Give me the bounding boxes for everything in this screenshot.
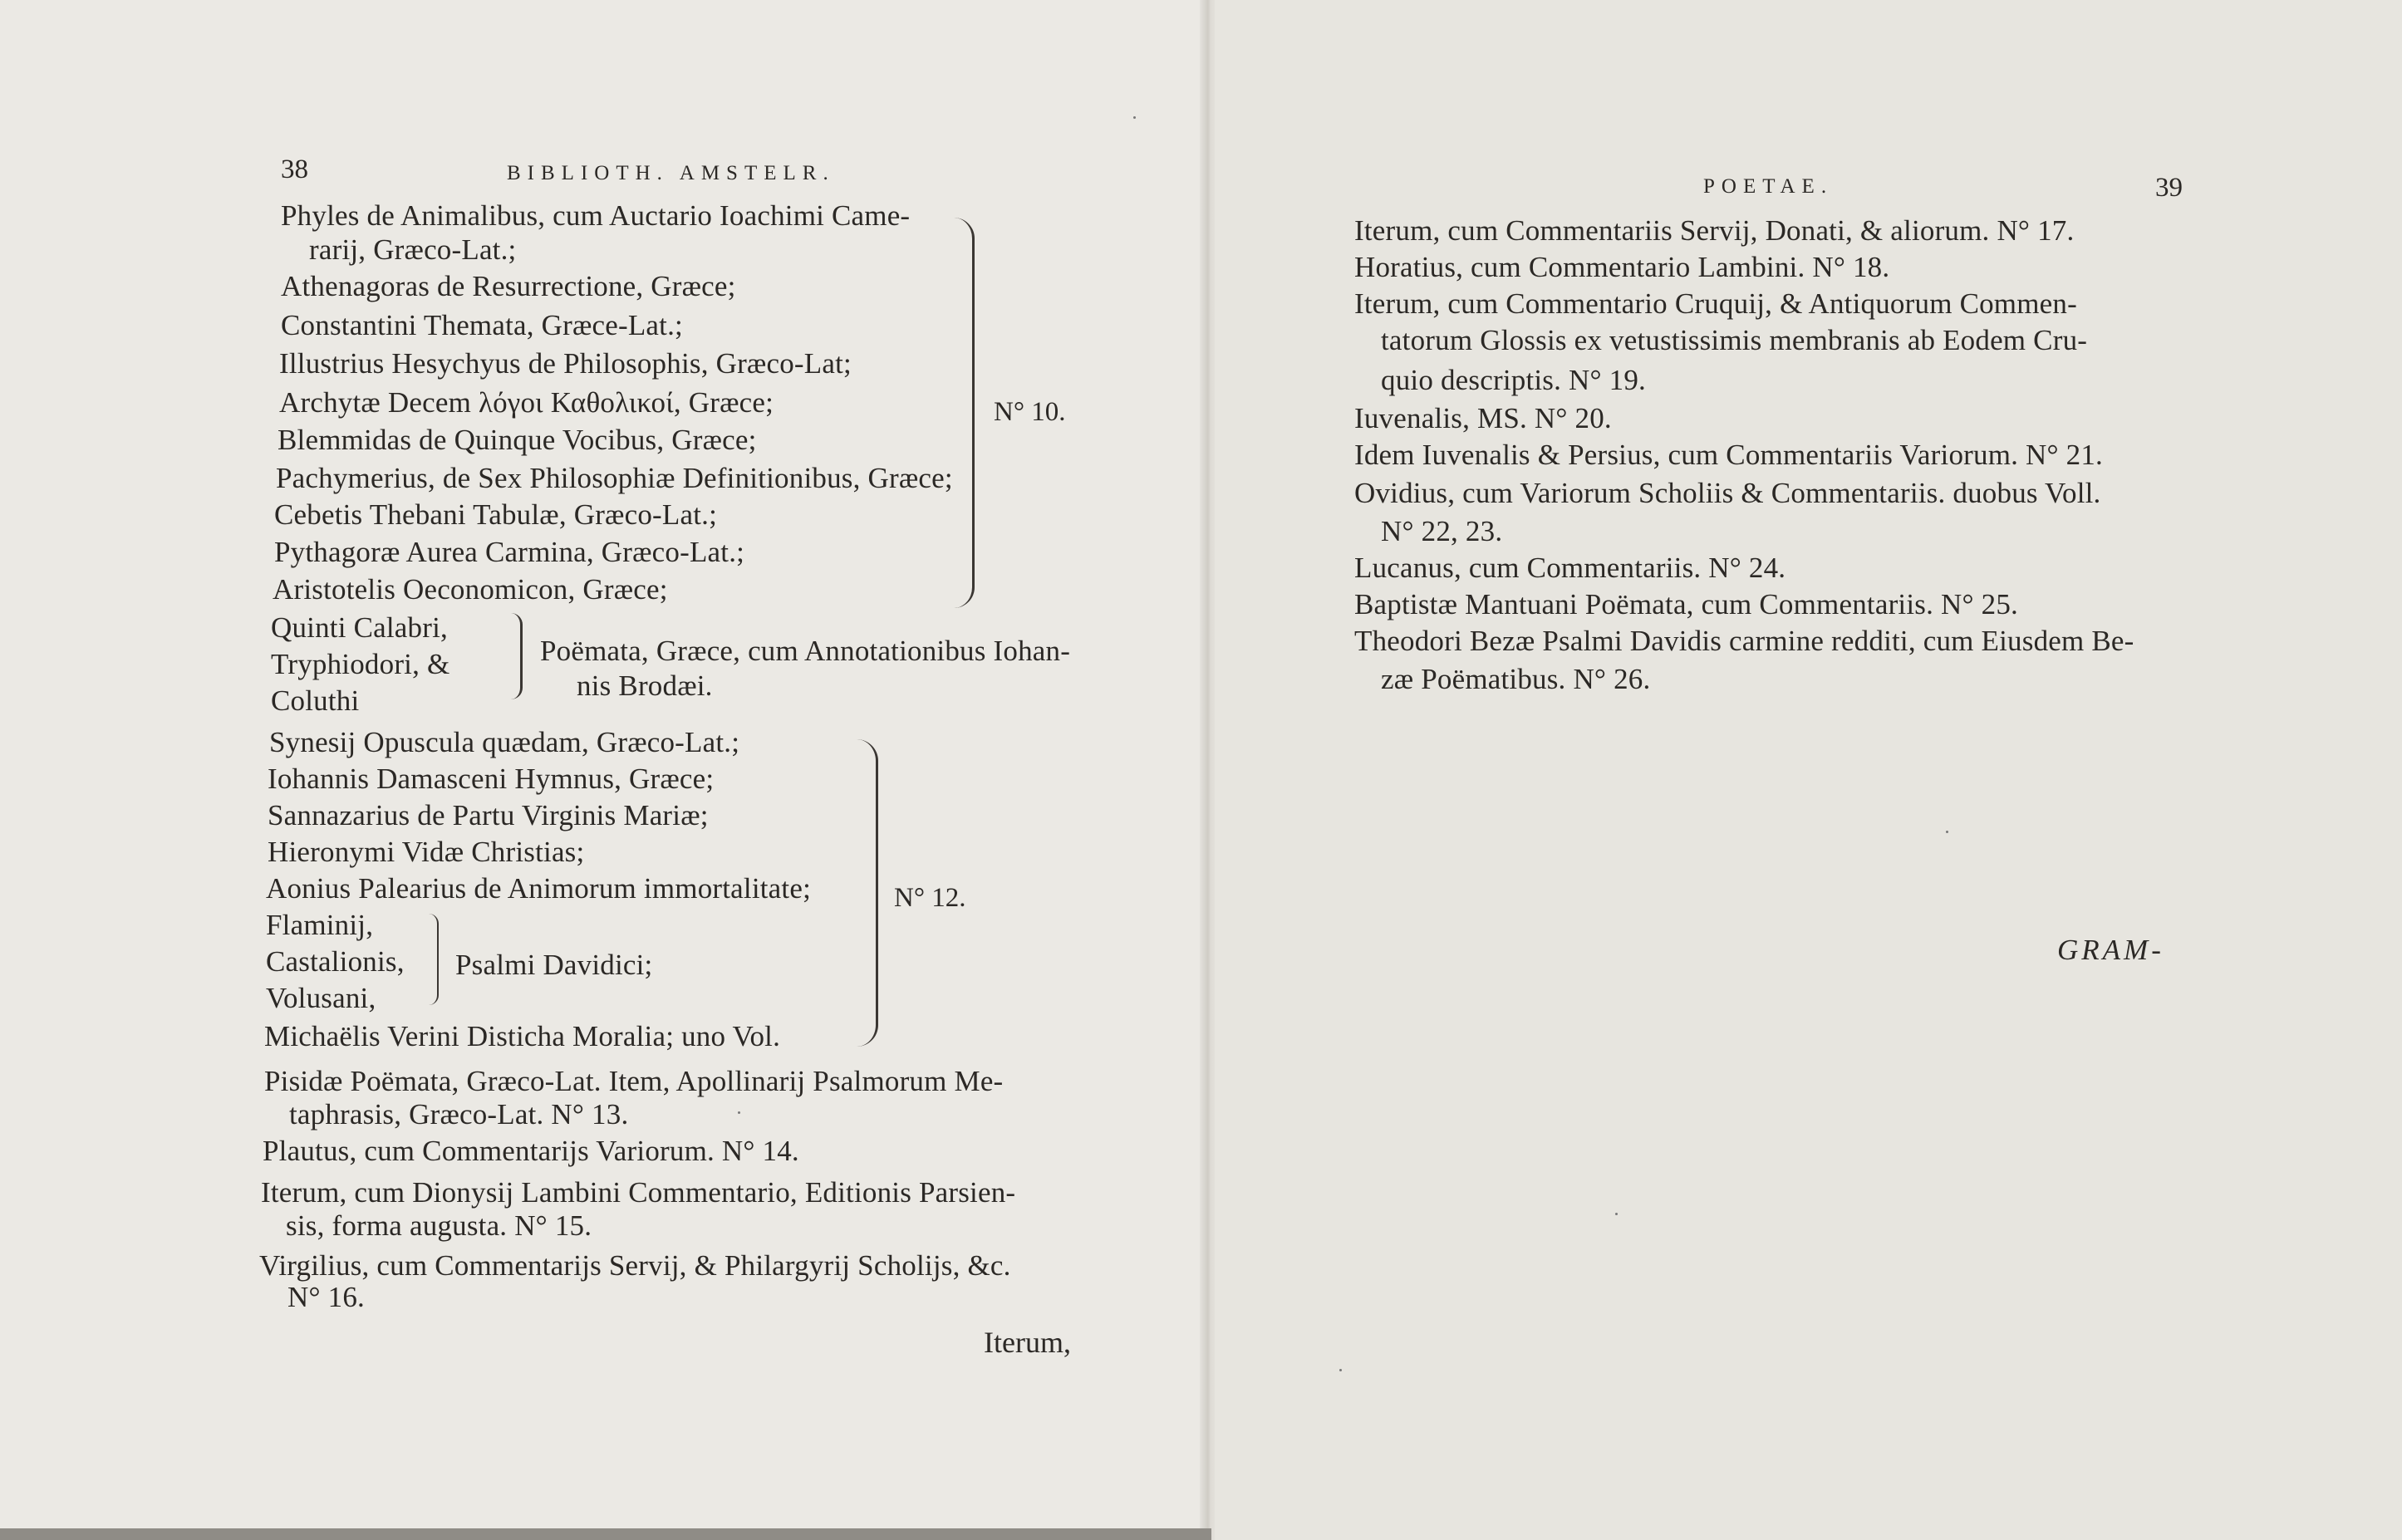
entry-line: Iterum, cum Commentario Cruquij, & Antiquorum Commen-	[1354, 287, 2077, 320]
paper-speck	[1133, 116, 1136, 119]
entry-line: Poëmata, Græce, cum Annotationibus Iohan-	[540, 635, 1071, 667]
entry-line: Plautus, cum Commentarijs Variorum. N° 14.	[263, 1135, 799, 1167]
running-head: POETAE.	[1703, 175, 1834, 198]
entry-line: zæ Poëmatibus. N° 26.	[1381, 663, 1651, 695]
catalogue-number: N° 10.	[994, 397, 1066, 427]
curly-brace	[954, 218, 975, 608]
entry-line: Athenagoras de Resurrectione, Græce;	[281, 270, 736, 302]
entry-line: Iohannis Damasceni Hymnus, Græce;	[268, 763, 715, 795]
paper-speck	[1946, 831, 1948, 833]
entry-line: quio descriptis. N° 19.	[1381, 364, 1646, 396]
author-name: Quinti Calabri,	[271, 611, 448, 644]
entry-line: Lucanus, cum Commentariis. N° 24.	[1354, 552, 1786, 584]
entry-line: Sannazarius de Partu Virginis Mariæ;	[268, 799, 709, 831]
right-page	[1215, 0, 2402, 1540]
paper-speck	[1615, 1213, 1618, 1215]
author-name: Flaminij,	[266, 909, 374, 941]
small-brace	[427, 914, 439, 1005]
entry-line: Constantini Themata, Græce-Lat.;	[281, 309, 683, 341]
page-number: 39	[2155, 173, 2183, 203]
entry-line: Aristotelis Oeconomicon, Græce;	[273, 573, 668, 606]
entry-line: taphrasis, Græco-Lat. N° 13.	[289, 1098, 629, 1130]
entry-line: Blemmidas de Quinque Vocibus, Græce;	[278, 424, 757, 456]
entry-line: Psalmi Davidici;	[455, 949, 653, 981]
entry-line: Aonius Palearius de Animorum immortalitate;	[266, 872, 811, 905]
entry-line: Michaëlis Verini Disticha Moralia; uno Vol.	[264, 1020, 781, 1052]
entry-line: Horatius, cum Commentario Lambini. N° 18.	[1354, 251, 1890, 283]
entry-line: Pachymerius, de Sex Philosophiæ Definitionibus, Græce;	[276, 462, 953, 494]
entry-line: rarij, Græco-Lat.;	[309, 233, 517, 266]
entry-line: sis, forma augusta. N° 15.	[286, 1209, 592, 1242]
paper-speck	[738, 1111, 740, 1114]
entry-line: Theodori Bezæ Psalmi Davidis carmine redditi, cum Eiusdem Be-	[1354, 625, 2134, 657]
entry-line: Iterum, cum Dionysij Lambini Commentario, Editionis Parsien-	[261, 1176, 1016, 1209]
entry-line: Baptistæ Mantuani Poëmata, cum Commentariis. N° 25.	[1354, 588, 2018, 620]
entry-line: Ovidius, cum Variorum Scholiis & Commentariis. duobus Voll.	[1354, 477, 2101, 509]
catchword: Iterum,	[984, 1326, 1071, 1359]
curly-brace	[856, 739, 878, 1047]
entry-line: tatorum Glossis ex vetustissimis membranis ab Eodem Cru-	[1381, 324, 2088, 356]
entry-line: Archytæ Decem λόγοι Καθολικοί, Græce;	[279, 386, 774, 419]
entry-line: Virgilius, cum Commentarijs Servij, & Philargyrij Scholijs, &c.	[259, 1249, 1011, 1282]
entry-line: Phyles de Animalibus, cum Auctario Ioachimi Came-	[281, 199, 911, 232]
author-name: Volusani,	[266, 982, 376, 1014]
page-number: 38	[281, 154, 308, 184]
entry-line: Iuvenalis, MS. N° 20.	[1354, 402, 1612, 434]
author-name: Coluthi	[271, 684, 360, 717]
entry-line: Pisidæ Poëmata, Græco-Lat. Item, Apollinarij Psalmorum Me-	[264, 1065, 1004, 1097]
entry-line: N° 16.	[287, 1281, 365, 1313]
entry-line: Illustrius Hesychyus de Philosophis, Græco-Lat;	[279, 347, 852, 380]
entry-line: N° 22, 23.	[1381, 515, 1503, 547]
entry-line: Cebetis Thebani Tabulæ, Græco-Lat.;	[274, 498, 718, 531]
catchword: GRAM-	[2057, 934, 2164, 966]
paper-speck	[1339, 1369, 1342, 1371]
entry-line: Idem Iuvenalis & Persius, cum Commentariis Variorum. N° 21.	[1354, 439, 2104, 471]
entry-line: Iterum, cum Commentariis Servij, Donati, & aliorum. N° 17.	[1354, 214, 2075, 247]
small-brace	[508, 613, 523, 699]
entry-line: Synesij Opuscula quædam, Græco-Lat.;	[269, 726, 740, 758]
running-head: BIBLIOTH. AMSTELR.	[507, 162, 835, 184]
catalogue-number: N° 12.	[894, 883, 966, 913]
entry-line: Pythagoræ Aurea Carmina, Græco-Lat.;	[274, 536, 745, 568]
entry-line: nis Brodæi.	[577, 669, 713, 702]
page-edge-shadow	[0, 1528, 1211, 1540]
author-name: Castalionis,	[266, 945, 405, 978]
author-name: Tryphiodori, &	[271, 648, 450, 680]
entry-line: Hieronymi Vidæ Christias;	[268, 836, 585, 868]
